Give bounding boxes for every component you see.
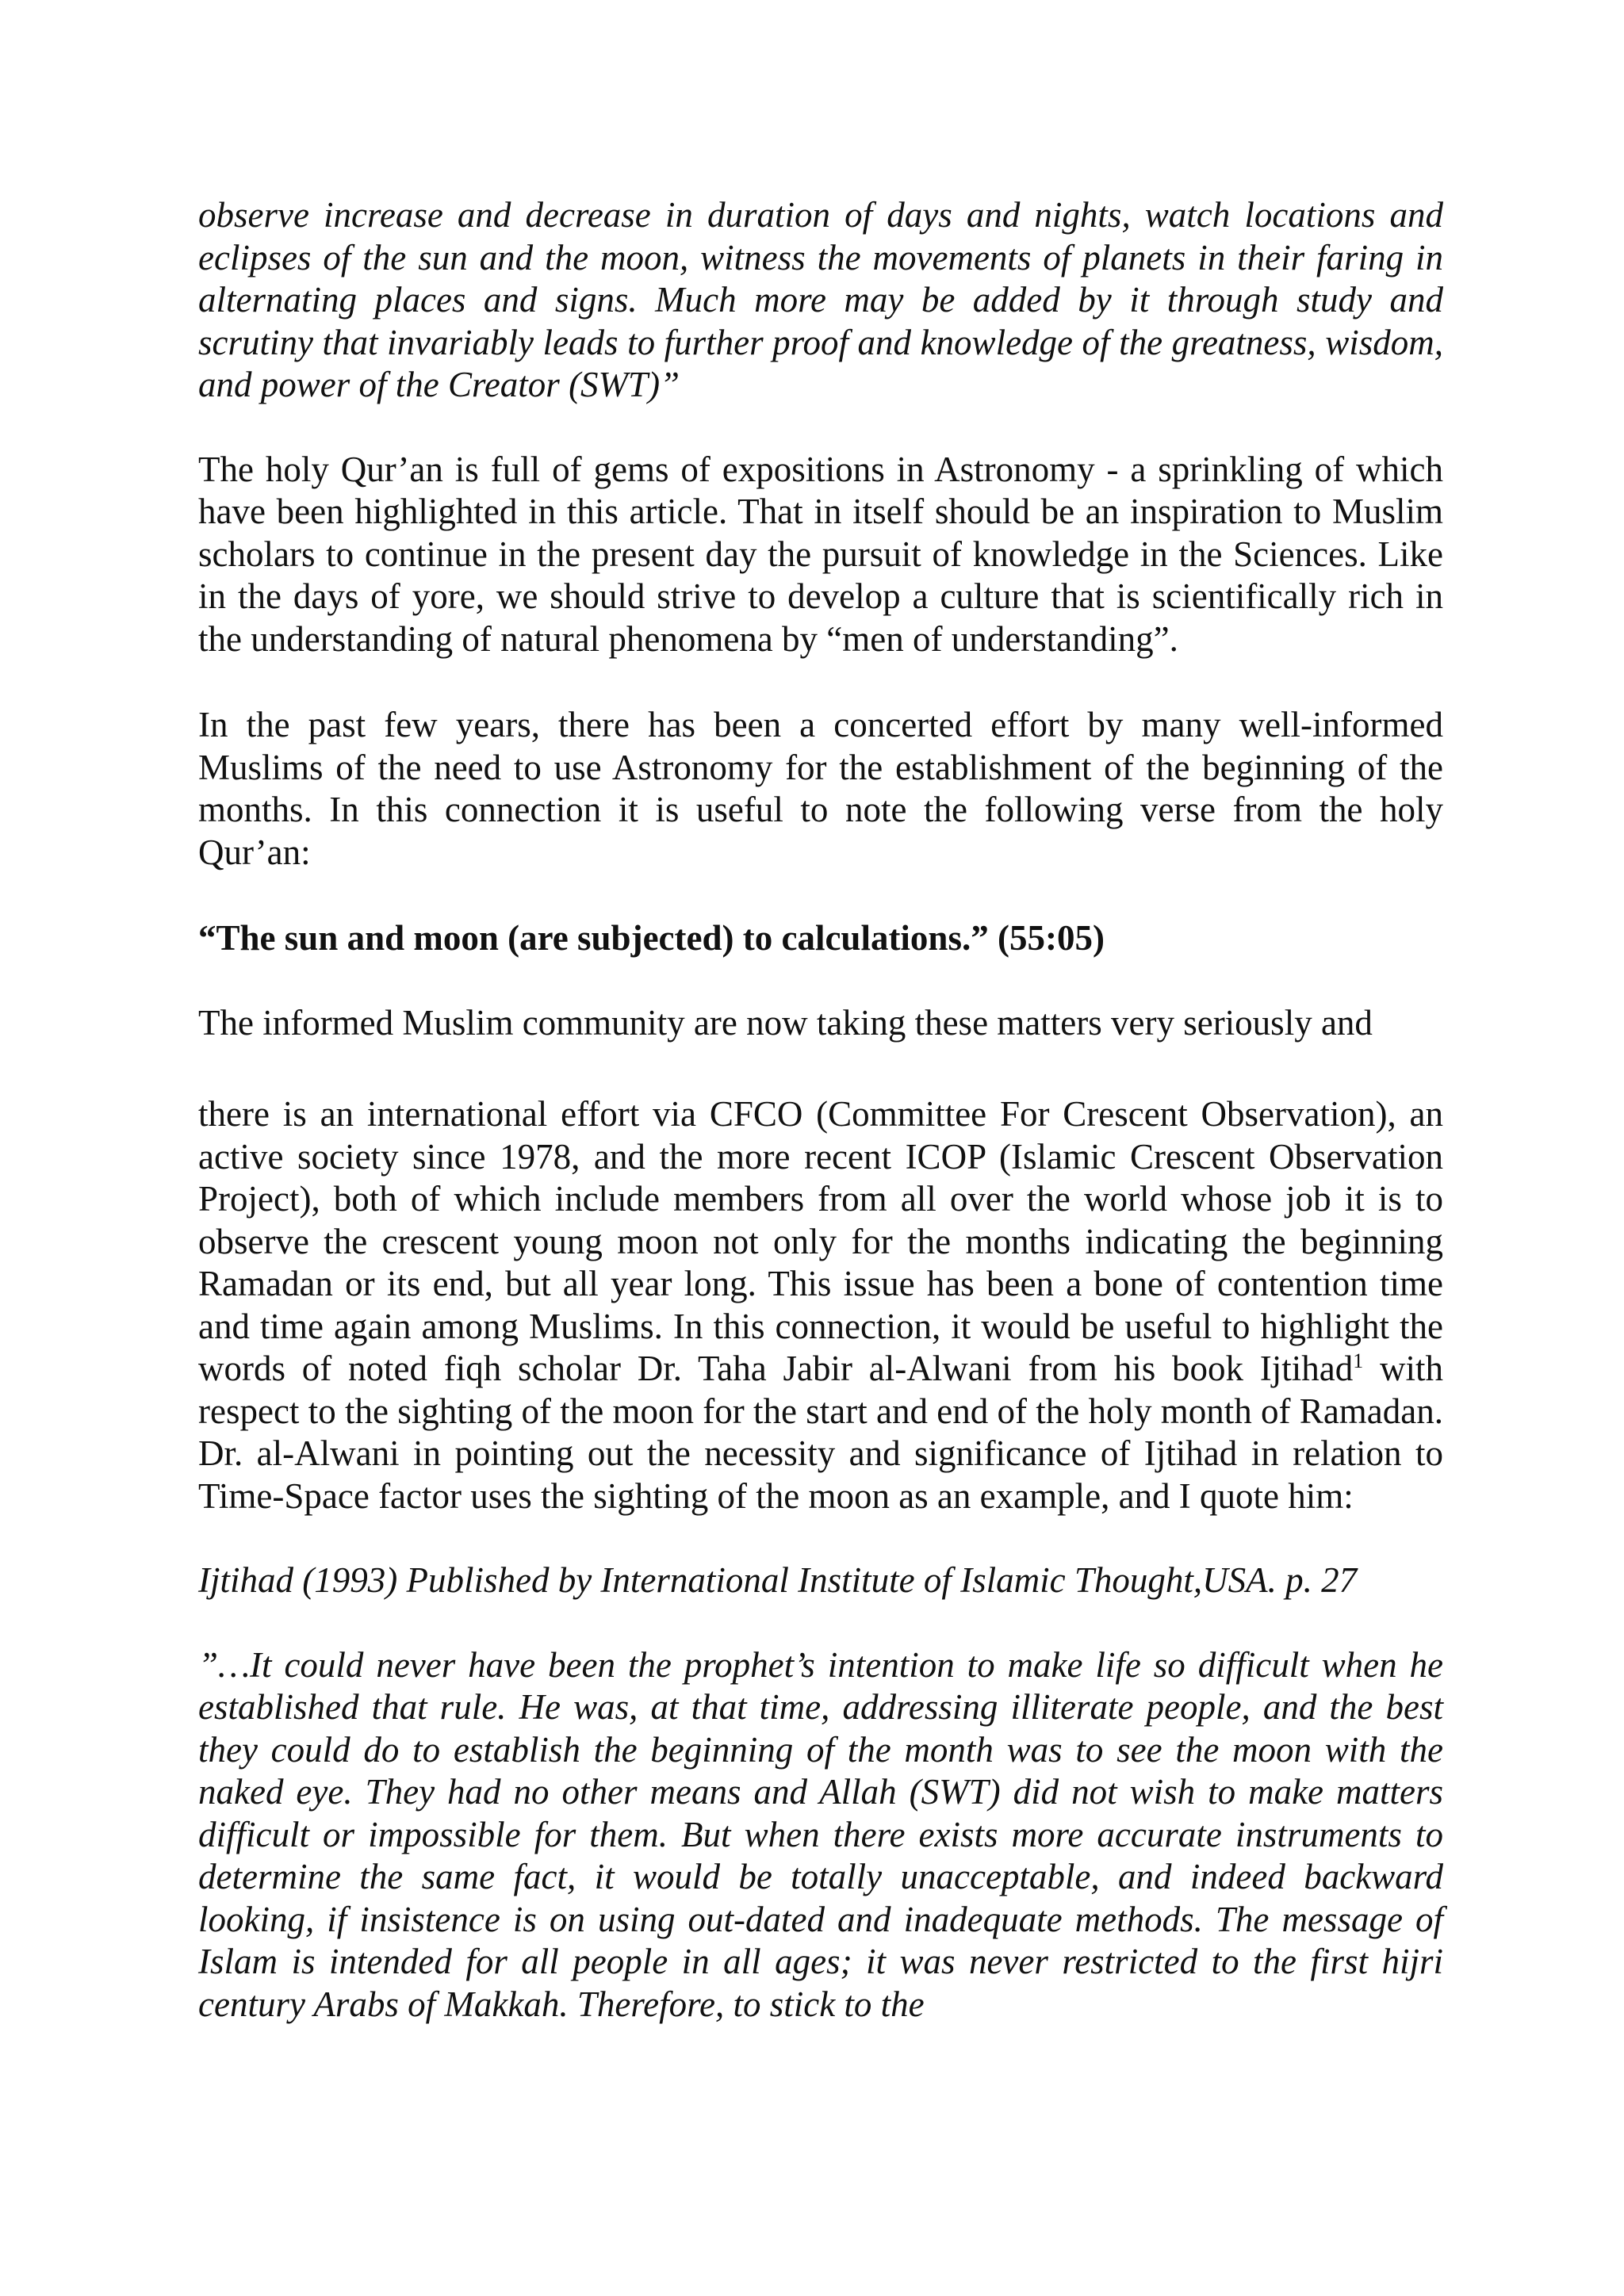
paragraph-cfco-icop [198, 1093, 1443, 1517]
paragraph-informed-community: The informed Muslim community are now taking these matters very seriously and [198, 1002, 1373, 1043]
quote-alwani: ”…It could never have been the prophet’s intention to make life so difficult when he established that rule. He was, at that time, addressing illiterate people, and the best they could do to establish the beginning of the month was to see the moon with the naked eye. They had no other means and Allah (SWT) did not wish to make matters difficult or impossible for them. But when there exists more accurate instruments to determine the same fact, it would be totally unacceptable, and indeed backward looking, if insistence is on using out-dated and inadequate methods. The message of Islam is intended for all people in all ages; it was never restricted to the first hijri century Arabs of Makkah. Therefore, to stick to the [198, 1644, 1443, 2024]
quran-verse: “The sun and moon (are subjected) to calculations.” (55:05) [198, 918, 1105, 958]
paragraph-cfco-text-1: there is an international effort via CFCO (Committee For Crescent Observation), an active society since 1978, and the more recent ICOP (Islamic Crescent Observation Project), both of which include members from all over the world whose job it is to observe the crescent young moon not only for the months indicating the beginning Ramadan or its end, but all year long. This issue has been a bone of contention time and time again among Muslims. In this connection, it would be useful to highlight the words of noted fiqh scholar Dr. Taha Jabir al-Alwani from his book Ijtihad [198, 1094, 1443, 1388]
paragraph-cfco-text-2: with respect to the sighting of the moon for the start and end of the holy month of Ramadan. Dr. al-Alwani in pointing out the necessity and significance of Ijtihad in relation to Time-Space factor uses the sighting of the moon as an example, and I quote him: [198, 1349, 1443, 1516]
quote-continuation: observe increase and decrease in duration of days and nights, watch locations and eclipses of the sun and the moon, witness the movements of planets in their faring in alternating places and signs. Much more may be added by it through study and scrutiny that invariably leads to further proof and knowledge of the greatness, wisdom, and power of the Creator (SWT)” [198, 195, 1443, 404]
paragraph-quran-gems: The holy Qur’an is full of gems of expositions in Astronomy - a sprinkling of which have been highlighted in this article. That in itself should be an inspiration to Muslim scholars to continue in the present day the pursuit of knowledge in the Sciences. Like in the days of yore, we should strive to develop a culture that is scientifically rich in the understanding of natural phenomena by “men of understanding”. [198, 449, 1443, 659]
footnote-ijtihad: Ijtihad (1993) Published by International Institute of Islamic Thought,USA. p. 27 [198, 1560, 1358, 1600]
paragraph-past-years: In the past few years, there has been a concerted effort by many well-informed Muslims of the need to use Astronomy for the establishment of the beginning of the months. In this connection it is useful to note the following verse from the holy Qur’an: [198, 705, 1443, 872]
document-page [198, 194, 1443, 2026]
footnote-marker: 1 [1353, 1349, 1364, 1372]
